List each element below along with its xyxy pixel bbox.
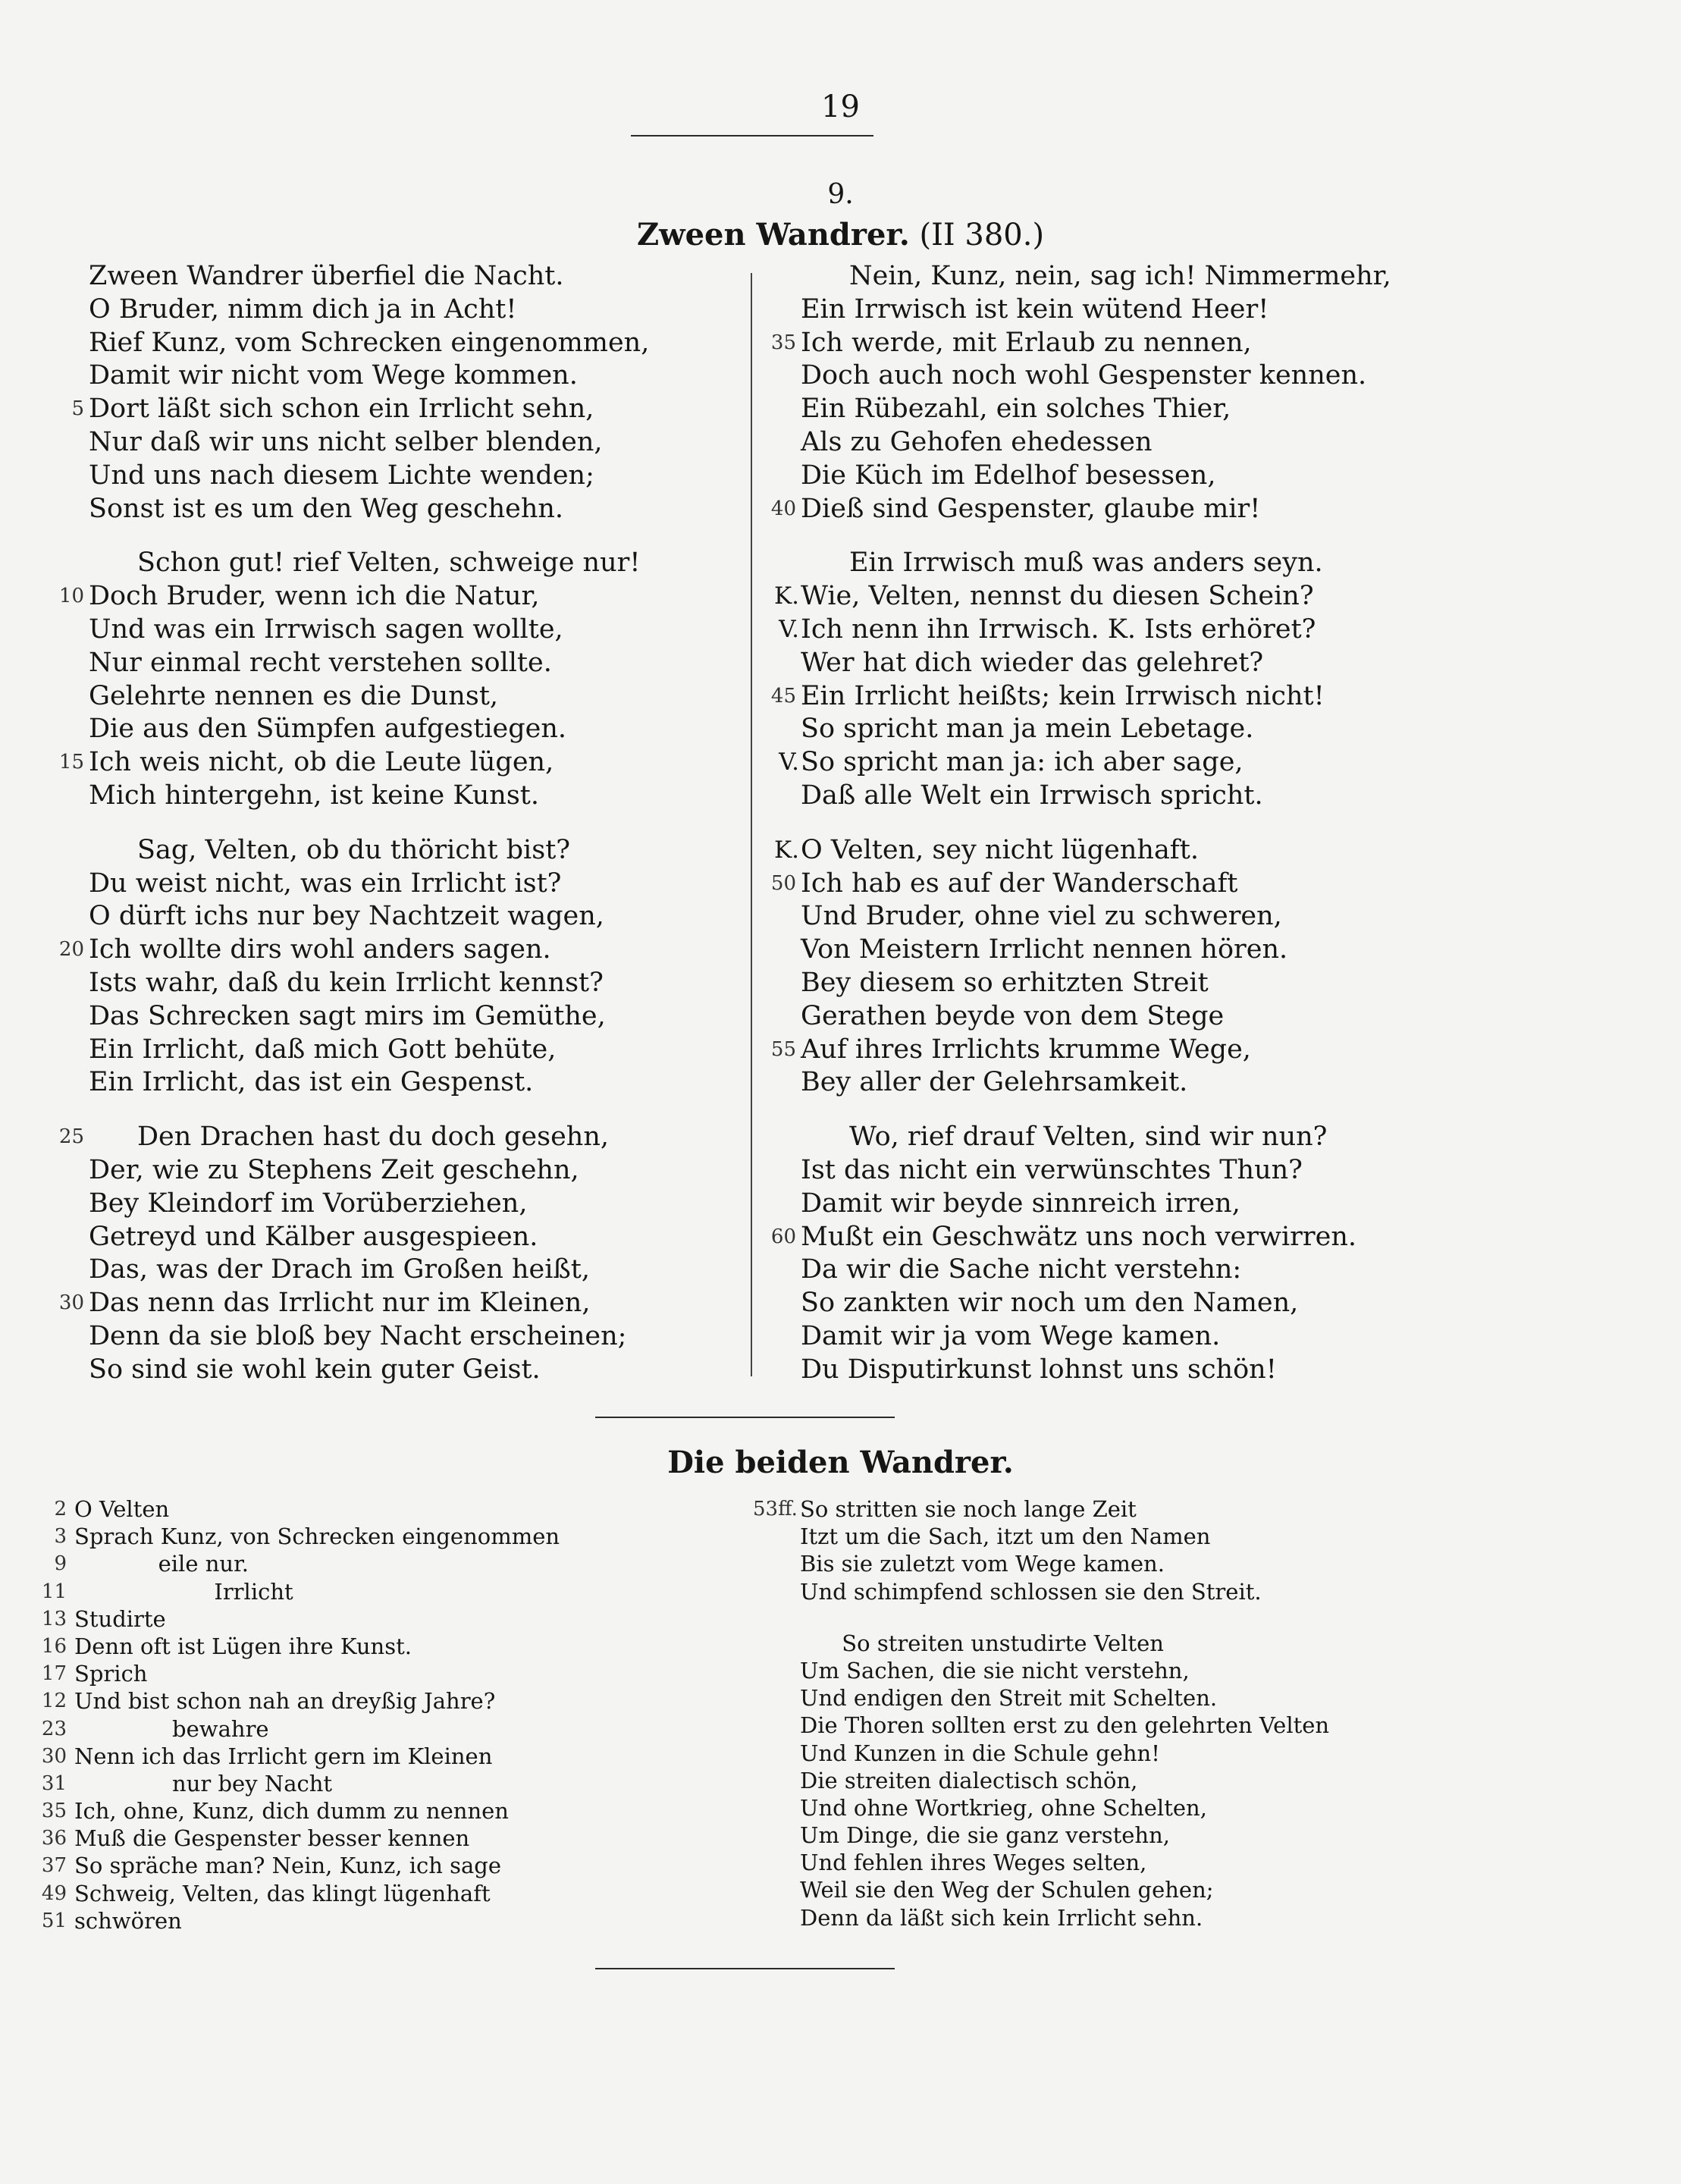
line-text: Bey diesem so erhitzten Streit [801,967,1209,998]
line-text: Denn da sie bloß bey Nacht erscheinen; [89,1320,627,1351]
line-text: Ein Irrwisch muß was anders seyn. [849,548,1323,579]
speaker-label: K. [773,836,799,864]
line-text: Bey Kleindorf im Vorüberziehen, [89,1188,528,1219]
poem-line [770,493,1635,526]
poem-line [801,1000,1635,1034]
line-text: Wie, Velten, nennst du diesen Schein? [801,581,1314,612]
poem-line [801,713,1635,746]
line-text: Und fehlen ihres Weges selten, [800,1850,1147,1876]
poem-line [89,260,733,293]
line-number: 10 [58,585,84,608]
line-text: Von Meistern Irrlicht nennen hören. [801,934,1288,965]
variant-line [41,1852,742,1879]
variant-line [800,1767,1634,1794]
variant-line [800,1657,1634,1684]
line-number: 40 [770,497,796,520]
poem-line [89,1320,733,1354]
line-text: Doch auch noch wohl Gespenster kennen. [801,360,1367,391]
line-text: Die aus den Sümpfen aufgestiegen. [89,714,567,745]
line-text: Ein Irrlicht, das ist ein Gespenst. [89,1067,534,1098]
line-text: Ein Irrwisch ist kein wütend Heer! [801,293,1269,325]
variant-line [41,1770,742,1797]
poem-line [89,1221,733,1254]
poem-line [89,647,733,680]
line-text: Und uns nach diesem Lichte wenden; [89,460,594,491]
line-number: 55 [770,1037,796,1061]
line-text: Gelehrte nennen es die Dunst, [89,680,499,711]
line-text: Daß alle Welt ein Irrwisch spricht. [801,780,1263,811]
variant-line [800,1712,1634,1739]
variant-line [800,1578,1634,1605]
line-number: 3 [54,1525,67,1549]
poem-line [773,580,1635,613]
line-text: Die Thoren sollten erst zu den gelehrten Velten [800,1712,1330,1739]
speaker-label: V. [779,615,799,643]
variant-line [800,1630,1634,1657]
line-text: Schweig, Velten, das klingt lügenhaft [74,1880,491,1906]
line-text: O Velten [74,1496,170,1522]
variant-line [800,1822,1634,1849]
line-number: 11 [41,1580,67,1603]
variant-line [41,1797,742,1825]
poem-line [58,934,733,967]
poem-line [801,934,1635,967]
line-number: 36 [41,1827,67,1850]
line-text: Schon gut! rief Velten, schweige nur! [137,548,641,579]
line-text: So spricht man ja mein Lebetage. [801,714,1254,745]
line-text: Und bist schon nah an dreyßig Jahre? [74,1688,496,1715]
poem-line [801,359,1635,393]
line-text: Wer hat dich wieder das gelehret? [801,647,1264,678]
poem-line [801,647,1635,680]
line-number: 13 [41,1607,67,1630]
line-text: Du weist nicht, was ein Irrlicht ist? [89,868,562,899]
poem-line [89,493,733,526]
variant-line [54,1550,742,1577]
poem-line [801,393,1635,426]
poem-left-column [58,260,733,1387]
poem-line [801,1066,1635,1100]
page-number: 19 [821,89,860,124]
line-number: 23 [41,1717,67,1740]
line-text: Ists wahr, daß du kein Irrlicht kennst? [89,967,604,998]
poem-line [89,1354,733,1387]
line-text: Ich werde, mit Erlaub zu nennen, [801,327,1252,358]
line-number: 50 [770,871,796,895]
line-number: 37 [41,1854,67,1878]
line-text: Der, wie zu Stephens Zeit geschehn, [89,1154,579,1185]
line-number: 51 [41,1909,67,1932]
line-text: Dort läßt sich schon ein Irrlicht sehn, [89,394,594,425]
line-text: Getreyd und Kälber ausgespieen. [89,1221,538,1252]
poem-line [58,580,733,613]
line-text: Ich nenn ihn Irrwisch. K. Ists erhöret? [801,613,1316,645]
line-number: 20 [58,938,84,962]
line-text: Irrlicht [74,1578,293,1605]
line-number: 30 [58,1291,84,1315]
poem-line [801,1154,1635,1188]
line-text: Ein Rübezahl, ein solches Thier, [801,394,1231,425]
line-number: 5 [71,397,84,421]
poem-line [770,1034,1635,1067]
poem-line [89,359,733,393]
line-number: 15 [58,751,84,774]
poem-line [801,900,1635,934]
section-title: Die beiden Wandrer. [667,1445,1014,1480]
line-text: Damit wir ja vom Wege kamen. [801,1320,1221,1351]
column-divider [751,273,752,1376]
variant-line [800,1523,1634,1550]
variant-line [41,1907,742,1935]
section-rule [595,1417,895,1418]
line-text: So spräche man? Nein, Kunz, ich sage [74,1853,502,1879]
line-text: Ich wollte dirs wohl anders sagen. [89,934,551,965]
variants-right-column [753,1495,1634,1931]
poem-line [89,547,733,580]
variant-line [41,1687,742,1715]
line-text: Du Disputirkunst lohnst uns schön! [801,1354,1277,1385]
line-number: 35 [41,1800,67,1823]
poem-line [801,1354,1635,1387]
line-text: Rief Kunz, vom Schrecken eingenommen, [89,327,650,358]
variant-line [800,1876,1634,1903]
line-text: Sprich [74,1661,148,1687]
poem-line [801,460,1635,493]
variant-line [800,1794,1634,1822]
poem-line [770,1221,1635,1254]
line-text: Nein, Kunz, nein, sag ich! Nimmermehr, [849,261,1391,291]
line-text: Denn oft ist Lügen ihre Kunst. [74,1633,412,1659]
poem-line [58,1287,733,1320]
line-text: bewahre [74,1715,269,1742]
variant-line [41,1880,742,1907]
line-text: Ein Irrlicht, daß mich Gott behüte, [89,1034,557,1065]
poem-line [801,1121,1635,1154]
line-number: 9 [54,1552,67,1576]
poem-line [89,293,733,327]
variant-line [800,1904,1634,1931]
line-text: Muß die Gespenster besser kennen [74,1825,470,1852]
poem-reference: (II 380.) [919,218,1045,253]
variant-line [800,1684,1634,1712]
poem-line [89,1254,733,1287]
line-text: Als zu Gehofen ehedessen [801,426,1153,457]
line-text: Doch Bruder, wenn ich die Natur, [89,581,540,612]
poem-line [801,780,1635,813]
line-text: Sag, Velten, ob du thöricht bist? [137,834,571,865]
line-text: So streiten unstudirte Velten [800,1630,1164,1656]
line-text: schwören [74,1907,182,1934]
variant-line [54,1523,742,1550]
line-text: Das Schrecken sagt mirs im Gemüthe, [89,1000,606,1031]
poem-line [801,1320,1635,1354]
line-text: Sonst ist es um den Weg geschehn. [89,493,564,524]
poem-line [89,1154,733,1188]
line-text: Den Drachen hast du doch gesehn, [137,1122,610,1153]
line-number: 35 [770,331,796,354]
line-number: 45 [770,684,796,708]
poem-line [89,1000,733,1034]
line-text: Damit wir beyde sinnreich irren, [801,1188,1240,1219]
poem-line [89,680,733,714]
line-text: eile nur. [74,1551,249,1577]
line-text: So zankten wir noch um den Namen, [801,1288,1299,1319]
poem-title [0,217,1681,253]
line-text: Mich hintergehn, ist keine Kunst. [89,780,539,811]
poem-line [773,834,1635,868]
poem-line [89,1034,733,1067]
poem-line [89,613,733,647]
line-number: 2 [54,1498,67,1520]
line-text: Itzt um die Sach, itzt um den Namen [800,1523,1211,1550]
variant-line [41,1743,742,1770]
poem-line [71,393,733,426]
variant-line [41,1605,742,1633]
poem-number: 9. [827,179,854,210]
line-number: 60 [770,1225,796,1248]
poem-line [89,967,733,1000]
poem-line [779,613,1635,647]
variant-line [41,1825,742,1852]
line-text: Um Dinge, die sie ganz verstehn, [800,1822,1170,1849]
poem-line [770,868,1635,901]
variant-line [41,1660,742,1687]
poem-line [770,680,1635,714]
poem-line [89,426,733,460]
line-text: Und endigen den Streit mit Schelten. [800,1685,1218,1712]
line-text: Zween Wandrer überfiel die Nacht. [89,261,564,291]
footer-rule [595,1968,895,1969]
line-text: Da wir die Sache nicht verstehn: [801,1254,1242,1285]
line-text: Nur daß wir uns nicht selber blenden, [89,426,603,457]
line-text: Studirte [74,1605,166,1632]
poem-line [89,868,733,901]
line-number: 16 [41,1634,67,1658]
poem-line [89,834,733,868]
line-text: Mußt ein Geschwätz uns noch verwirren. [801,1221,1357,1252]
poem-line [801,426,1635,460]
line-text: Ich, ohne, Kunz, dich dumm zu nennen [74,1798,509,1825]
poem-line [801,293,1635,327]
line-text: Das, was der Drach im Großen heißt, [89,1254,591,1285]
poem-line [89,460,733,493]
poem-right-column [770,260,1635,1387]
poem-line [779,746,1635,780]
line-text: Das nenn das Irrlicht nur im Kleinen, [89,1288,591,1319]
line-text: Bey aller der Gelehrsamkeit. [801,1067,1188,1098]
poem-line [801,967,1635,1000]
line-text: Weil sie den Weg der Schulen gehen; [800,1877,1214,1903]
line-number: 49 [41,1881,67,1905]
line-number: 17 [41,1662,67,1686]
line-text: Denn da läßt sich kein Irrlicht sehn. [800,1904,1203,1931]
line-text: Auf ihres Irrlichts krumme Wege, [801,1034,1251,1065]
line-number: 12 [41,1690,67,1713]
variant-line [800,1849,1634,1876]
line-text: Sprach Kunz, von Schrecken eingenommen [74,1523,560,1550]
line-text: Und Kunzen in die Schule gehn! [800,1740,1160,1766]
poem-line [801,547,1635,580]
line-text: Bis sie zuletzt vom Wege kamen. [800,1551,1165,1577]
line-text: Gerathen beyde von dem Stege [801,1000,1225,1031]
line-text: O Bruder, nimm dich ja in Acht! [89,293,517,325]
line-text: Ich weis nicht, ob die Leute lügen, [89,747,554,778]
line-text: Die streiten dialectisch schön, [800,1767,1138,1793]
line-text: Und Bruder, ohne viel zu schweren, [801,901,1282,932]
variant-line [54,1495,742,1523]
line-text: Und ohne Wortkrieg, ohne Schelten, [800,1794,1207,1821]
line-text: Ich hab es auf der Wanderschaft [801,868,1238,899]
line-text: Wo, rief drauf Velten, sind wir nun? [849,1122,1328,1153]
line-text: Dieß sind Gespenster, glaube mir! [801,493,1261,524]
line-text: O Velten, sey nicht lügenhaft. [801,834,1199,865]
line-number: 25 [58,1125,84,1149]
poem-line [801,1254,1635,1287]
line-text: Die Küch im Edelhof besessen, [801,460,1216,491]
speaker-label: V. [779,748,799,777]
line-text: Ist das nicht ein verwünschtes Thun? [801,1154,1303,1185]
line-text: So sind sie wohl kein guter Geist. [89,1354,541,1385]
line-text: Ein Irrlicht heißts; kein Irrwisch nicht! [801,680,1325,711]
poem-line [58,746,733,780]
poem-line [801,260,1635,293]
poem-line [89,900,733,934]
line-text: So stritten sie noch lange Zeit [800,1496,1137,1522]
line-number: 31 [41,1771,67,1795]
poem-line [801,1188,1635,1221]
poem-line [58,1121,733,1154]
poem-title-text: Zween Wandrer. [636,217,910,253]
poem-line [89,1188,733,1221]
variants-left-column [41,1495,742,1935]
poem-line [89,1066,733,1100]
variant-line [41,1633,742,1660]
line-text: Nur einmal recht verstehen sollte. [89,647,552,678]
line-text: Und was ein Irrwisch sagen wollte, [89,613,563,645]
poem-line [770,327,1635,360]
poem-line [89,327,733,360]
speaker-label: K. [773,582,799,610]
variant-line [41,1578,742,1605]
line-text: Und schimpfend schlossen sie den Streit. [800,1578,1262,1605]
variant-line [41,1715,742,1743]
line-text: Damit wir nicht vom Wege kommen. [89,360,578,391]
line-text: O dürft ichs nur bey Nachtzeit wagen, [89,901,604,932]
line-text: Nenn ich das Irrlicht gern im Kleinen [74,1743,493,1769]
line-number: 53ff. [753,1498,798,1520]
variant-line [800,1550,1634,1577]
poem-line [89,780,733,813]
line-text: Um Sachen, die sie nicht verstehn, [800,1657,1190,1684]
line-text: nur bey Nacht [74,1770,333,1796]
line-number: 30 [41,1744,67,1768]
header-rule [631,135,873,136]
variant-line [800,1740,1634,1767]
variant-line [753,1495,1634,1523]
poem-line [89,713,733,746]
poem-line [801,1287,1635,1320]
line-text: So spricht man ja: ich aber sage, [801,747,1244,778]
